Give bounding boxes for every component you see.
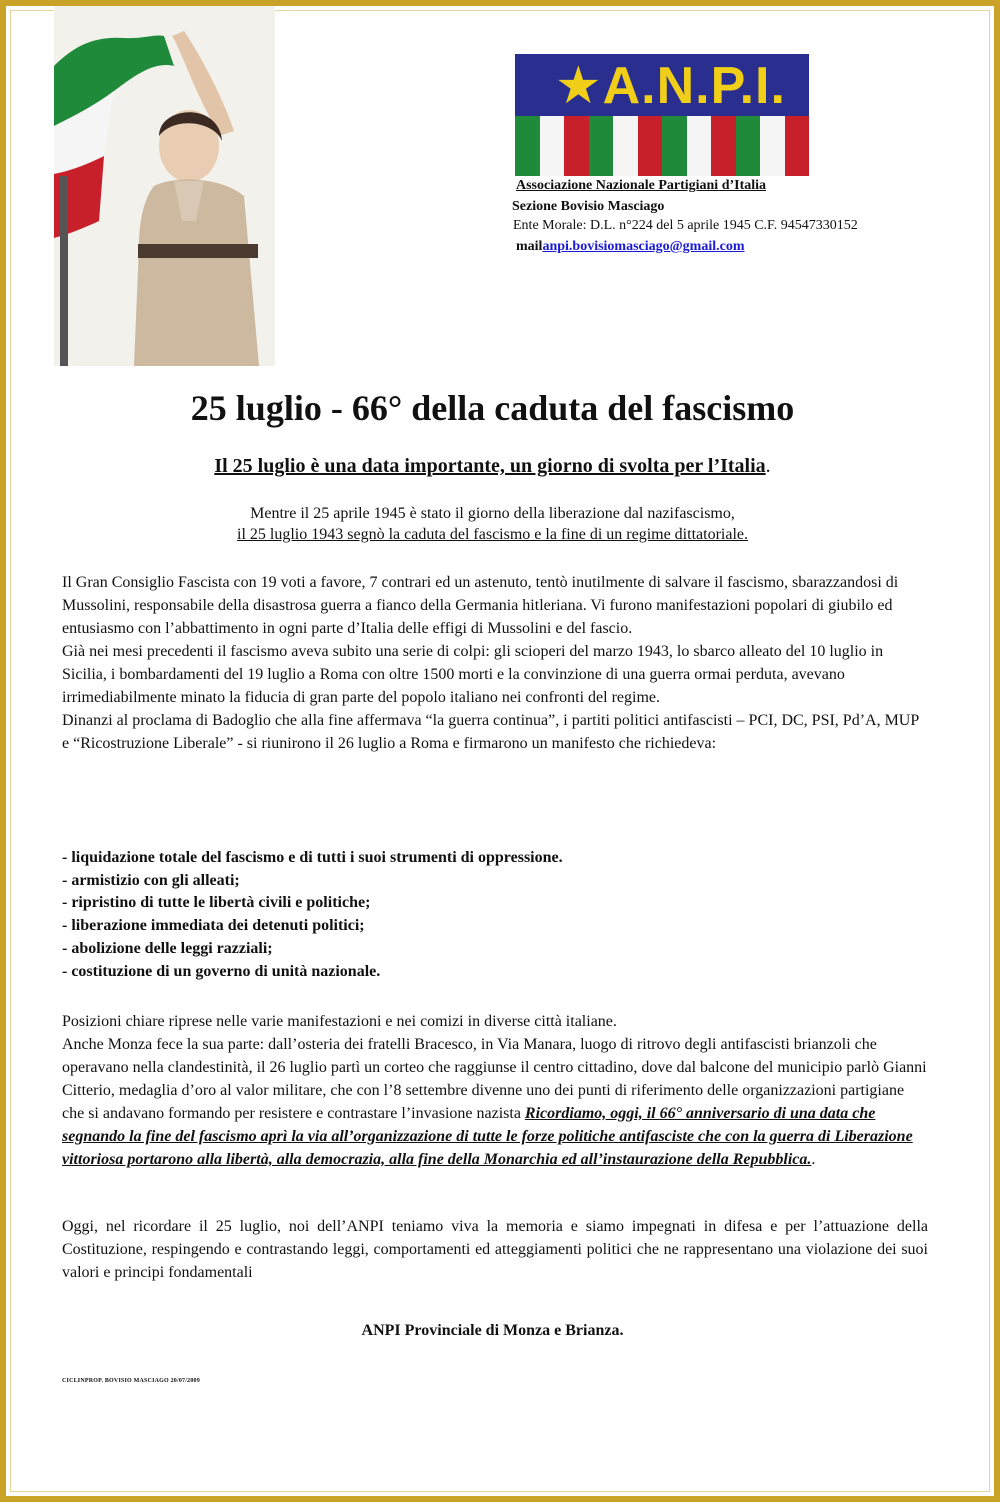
intro-block	[0, 503, 985, 545]
footer-note: CICLINPROP. BOVISIO MASCIAGO 20/07/2009	[62, 1378, 200, 1384]
list-item: - ripristino di tutte le libertà civili e politiche;	[62, 894, 371, 912]
list-item: - liberazione immediata dei detenuti politici;	[62, 917, 365, 935]
paragraph-gran-consiglio: Il Gran Consiglio Fascista con 19 voti a favore, 7 contrari ed un astenuto, tentò inutilmente di salvare il fascismo, sbarazzandosi di Mussolini, responsabile della disastrosa guerra a fianco della Germania hitleriana. Vi furono manifestazioni popolari di giubilo ed entusiasmo con l’abbattimento in ogni parte d’Italia delle effigi di Mussolini e del fascio.	[62, 574, 899, 637]
flag-stripes	[515, 116, 809, 176]
paragraph-positions: Posizioni chiare riprese nelle varie manifestazioni e nei comizi in diverse città italiane.	[62, 1013, 617, 1030]
ente-morale-info: Ente Morale: D.L. n°224 del 5 aprile 1945 C.F. 94547330152	[513, 218, 858, 233]
list-item: - costituzione di un governo di unità nazionale.	[62, 962, 381, 980]
monza-section	[62, 1010, 928, 1171]
history-paragraphs	[62, 571, 928, 755]
monza-text: Anche Monza fece la sua parte: dall’osteria dei fratelli Bracesco, in Via Manara, luogo di ritrovo degli antifascisti brianzoli che operavano nella clandestinità, il 26 luglio partì un corteo che raggiunse il centro cittadino, dove dal balcone del municipio parlò Gianni Citterio, medaglia d’oro al valor militare, che con l’8 settembre divenne uno dei punti di riferimento delle organizzazioni partigiane che si andavano formando per resistere e contrastare l’invasione nazista	[62, 1036, 927, 1122]
page-subtitle	[0, 455, 985, 478]
paragraph-today: Oggi, nel ricordare il 25 luglio, noi dell’ANPI teniamo viva la memoria e siamo impegnati in difesa e per l’attuazione della Costituzione, respingendo e contrastando leggi, comportamenti ed atteggiamenti politici che ne rappresentano una violazione dei suoi valori e principi fondamentali	[62, 1218, 928, 1281]
mail-label: mail	[516, 239, 543, 254]
signature: ANPI Provinciale di Monza e Brianza.	[361, 1322, 624, 1339]
intro-line-2: il 25 luglio 1943 segnò la caduta del fascismo e la fine di un regime dittatoriale.	[237, 526, 748, 543]
list-item: - abolizione delle leggi razziali;	[62, 939, 273, 957]
subtitle-end: .	[765, 455, 771, 477]
section-name: Sezione Bovisio Masciago	[512, 199, 665, 214]
anpi-logo	[515, 54, 809, 176]
association-name: Associazione Nazionale Partigiani d’Italia	[516, 178, 767, 193]
list-item: - liquidazione totale del fascismo e di tutti i suoi strumenti di oppressione.	[62, 849, 563, 866]
paragraph-badoglio: Dinanzi al proclama di Badoglio che alla fine affermava “la guerra continua”, i partiti politici antifascisti – PCI, DC, PSI, Pd’A, MUP e “Ricostruzione Liberale” - si riunirono il 26 luglio a Roma e firmarono un manifesto che richiedeva:	[62, 712, 919, 752]
intro-line-1: Mentre il 25 aprile 1945 è stato il giorno della liberazione dal nazifascismo,	[250, 505, 735, 522]
monza-end: .	[811, 1151, 816, 1168]
page-title: 25 luglio - 66° della caduta del fascismo	[190, 388, 795, 428]
subtitle-text: Il 25 luglio è una data importante, un giorno di svolta per l’Italia	[214, 455, 766, 477]
woman-with-flag-photo	[54, 6, 275, 366]
anpi-logo-text: ★A.N.P.I.	[555, 57, 786, 115]
paragraph-monza	[62, 1033, 928, 1171]
mail-line	[516, 239, 744, 255]
demands-list	[62, 847, 928, 983]
email-link[interactable]: anpi.bovisiomasciago@gmail.com	[542, 239, 745, 254]
monza-emphasis: Ricordiamo, oggi, il 66° anniversario di una data che segnando la fine del fascismo aprì la via all’organizzazione di tutte le forze politiche antifasciste che con la guerra di Liberazione vittoriosa portarono alla libertà, alla democrazia, alla fine della Monarchia ed all’instaurazione della Repubblica.	[62, 1105, 913, 1168]
list-item: - armistizio con gli alleati;	[62, 871, 240, 889]
paragraph-previous-months: Già nei mesi precedenti il fascismo aveva subito una serie di colpi: gli scioperi del marzo 1943, lo sbarco alleato del 10 luglio in Sicilia, i bombardamenti del 19 luglio a Roma con oltre 1500 morti e la convinzione di una guerra ormai perduta, avevano irrimediabilmente minato la fiducia di gran parte del popolo italiano nei confronti del regime.	[62, 643, 884, 706]
